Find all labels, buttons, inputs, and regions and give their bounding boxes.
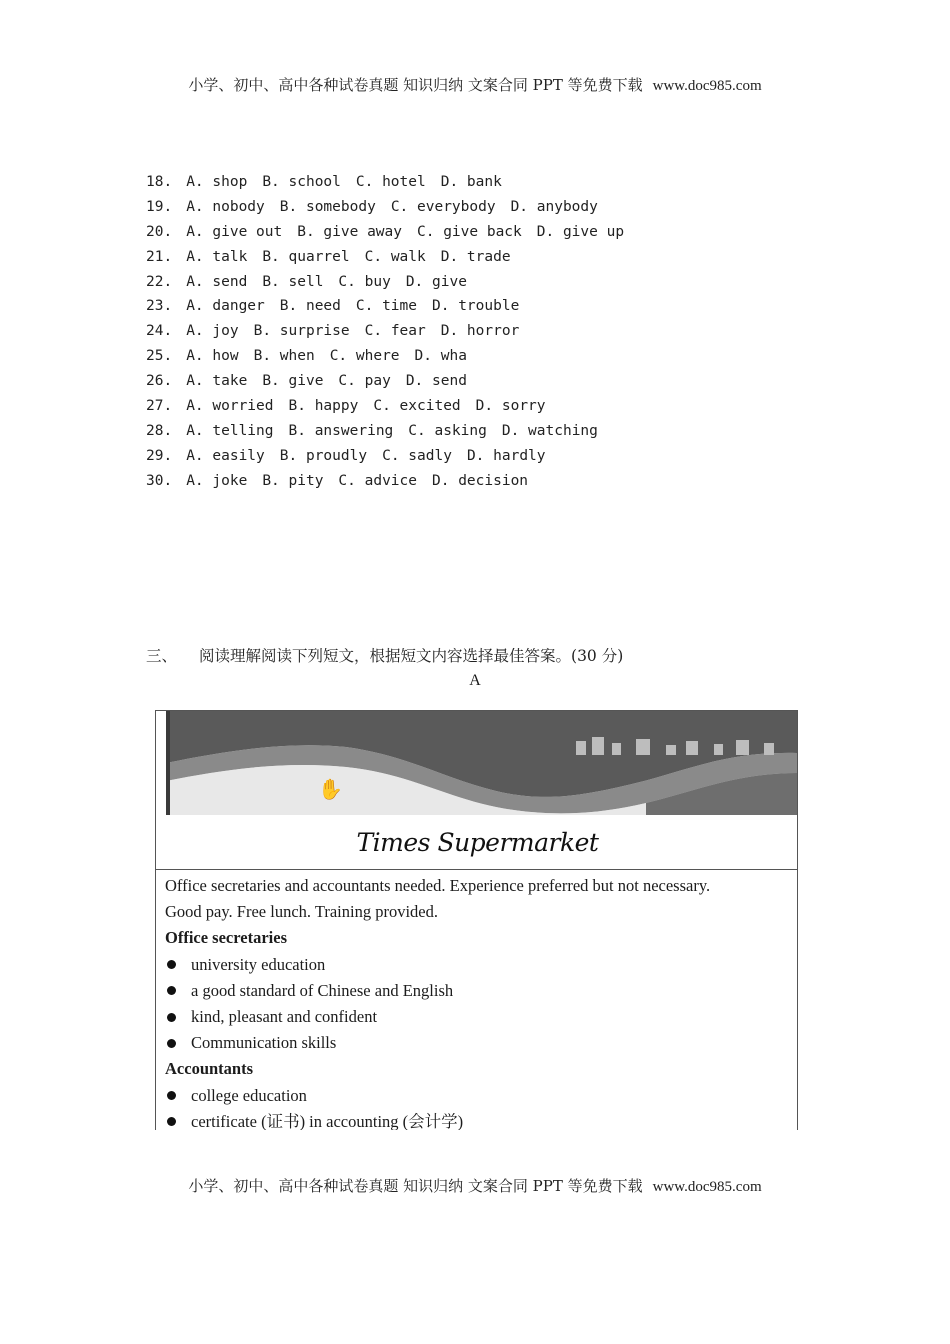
- option-a: A. nobody: [186, 198, 265, 215]
- list-item: [165, 1030, 785, 1056]
- option-a: A. shop: [186, 174, 248, 190]
- option-d: D. wha: [414, 348, 467, 365]
- option-c: C. give back: [417, 223, 522, 240]
- option-d: D. anybody: [510, 198, 598, 215]
- question-row: [146, 395, 639, 420]
- option-b: B. give away: [297, 223, 402, 240]
- question-number: 22.: [146, 273, 173, 290]
- question-number: 20.: [146, 223, 173, 240]
- option-c: C. everybody: [390, 198, 496, 215]
- option-c: C. where: [329, 348, 400, 365]
- option-c: C. pay: [338, 373, 391, 390]
- option-d: D. give: [405, 273, 467, 290]
- question-row: [146, 221, 639, 246]
- option-b: B. surprise: [253, 323, 350, 340]
- bullet-icon: [167, 1039, 176, 1048]
- option-c: C. advice: [338, 472, 417, 489]
- option-b: B. give: [262, 373, 324, 390]
- accountants-heading: Accountants: [165, 1059, 254, 1079]
- question-number: 18.: [146, 174, 173, 190]
- question-row: [146, 470, 639, 495]
- bullet-icon: [167, 986, 176, 995]
- option-d: D. hardly: [466, 447, 546, 464]
- question-row: [146, 196, 639, 221]
- option-b: B. quarrel: [262, 248, 350, 265]
- question-row: [146, 445, 639, 470]
- banner-image: [166, 711, 798, 815]
- option-c: C. buy: [338, 273, 391, 290]
- footer-text: 小学、初中、高中各种试卷真题 知识归纳 文案合同 PPT 等免费下载: [188, 1177, 643, 1195]
- option-c: C. asking: [408, 422, 487, 439]
- question-row: [146, 246, 639, 271]
- option-a: A. joke: [186, 472, 248, 489]
- requirement-text: kind, pleasant and confident: [191, 1007, 378, 1027]
- requirement-text: certificate (证书) in accounting (会计学): [191, 1111, 464, 1130]
- section-number: 三、: [146, 647, 178, 665]
- question-number: 26.: [146, 373, 173, 390]
- option-c: C. excited: [373, 398, 461, 415]
- header-url[interactable]: www.doc985.com: [652, 78, 762, 94]
- question-number: 29.: [146, 447, 173, 464]
- option-c: C. walk: [364, 248, 426, 265]
- question-number: 27.: [146, 398, 173, 415]
- list-item: [165, 978, 785, 1004]
- option-b: B. proudly: [279, 447, 368, 464]
- question-row: [146, 420, 639, 445]
- option-a: A. telling: [186, 422, 274, 439]
- requirement-text: university education: [191, 954, 326, 974]
- bullet-icon: [167, 1013, 176, 1022]
- secretaries-heading: Office secretaries: [165, 928, 287, 948]
- option-a: A. send: [186, 273, 248, 290]
- option-c: C. sadly: [382, 447, 452, 464]
- option-b: B. answering: [288, 422, 394, 439]
- hand-cursor-icon: ✋: [318, 777, 343, 801]
- list-item: [165, 1083, 785, 1109]
- question-number: 28.: [146, 422, 173, 439]
- footer-url[interactable]: www.doc985.com: [652, 1179, 762, 1195]
- requirement-text: college education: [191, 1085, 307, 1105]
- question-row: [146, 171, 639, 196]
- question-number: 21.: [146, 248, 173, 265]
- question-number: 24.: [146, 323, 173, 340]
- option-c: C. fear: [364, 323, 426, 340]
- cloze-options-list: [146, 171, 639, 495]
- option-a: A. take: [186, 373, 248, 390]
- option-b: B. pity: [262, 472, 324, 489]
- option-b: B. somebody: [279, 198, 376, 215]
- question-row: [146, 271, 639, 296]
- list-item: [165, 952, 785, 978]
- option-d: D. give up: [536, 223, 625, 240]
- option-d: D. trade: [440, 248, 511, 265]
- bullet-icon: [167, 960, 176, 969]
- list-item: [165, 1004, 785, 1030]
- header-text: 小学、初中、高中各种试卷真题 知识归纳 文案合同 PPT 等免费下载: [188, 76, 643, 94]
- section-instruction: 阅读理解阅读下列短文，根据短文内容选择最佳答案。(30 分): [199, 647, 624, 665]
- question-row: [146, 295, 639, 320]
- option-d: D. horror: [440, 323, 520, 340]
- option-d: D. decision: [432, 472, 529, 489]
- job-advertisement: [155, 710, 798, 1130]
- question-row: [146, 370, 639, 395]
- option-d: D. trouble: [432, 298, 520, 315]
- ad-body: [165, 873, 785, 1130]
- page-header: [0, 74, 950, 95]
- question-row: [146, 320, 639, 345]
- intro-line: Good pay. Free lunch. Training provided.: [165, 902, 438, 922]
- bullet-icon: [167, 1091, 176, 1100]
- passage-letter: A: [469, 672, 481, 689]
- option-a: A. give out: [186, 223, 283, 240]
- question-number: 23.: [146, 298, 173, 315]
- intro-line: Office secretaries and accountants needed. Experience preferred but not necessary.: [165, 876, 711, 895]
- option-b: B. school: [262, 174, 341, 190]
- option-b: B. when: [253, 348, 315, 365]
- option-b: B. need: [279, 298, 341, 315]
- option-a: A. joy: [186, 323, 239, 340]
- option-a: A. talk: [186, 248, 248, 265]
- ad-title: Times Supermarket: [356, 828, 599, 857]
- section-heading: [146, 644, 623, 666]
- option-d: D. sorry: [475, 398, 546, 415]
- option-d: D. send: [405, 373, 467, 390]
- option-a: A. how: [186, 348, 239, 365]
- option-a: A. easily: [186, 447, 265, 464]
- list-item: [165, 1109, 785, 1130]
- requirement-text: Communication skills: [191, 1033, 337, 1053]
- option-b: B. happy: [288, 398, 359, 415]
- option-d: D. bank: [440, 174, 502, 190]
- option-b: B. sell: [262, 273, 324, 290]
- option-c: C. time: [355, 298, 417, 315]
- option-a: A. worried: [186, 398, 274, 415]
- question-number: 25.: [146, 348, 173, 365]
- question-row: [146, 345, 639, 370]
- ad-title-box: [156, 815, 798, 870]
- option-d: D. watching: [501, 422, 598, 439]
- question-number: 30.: [146, 472, 173, 489]
- option-c: C. hotel: [355, 174, 426, 190]
- requirement-text: a good standard of Chinese and English: [191, 980, 454, 1000]
- option-a: A. danger: [186, 298, 265, 315]
- page-footer: [0, 1175, 950, 1196]
- bullet-icon: [167, 1117, 176, 1126]
- question-number: 19.: [146, 198, 173, 215]
